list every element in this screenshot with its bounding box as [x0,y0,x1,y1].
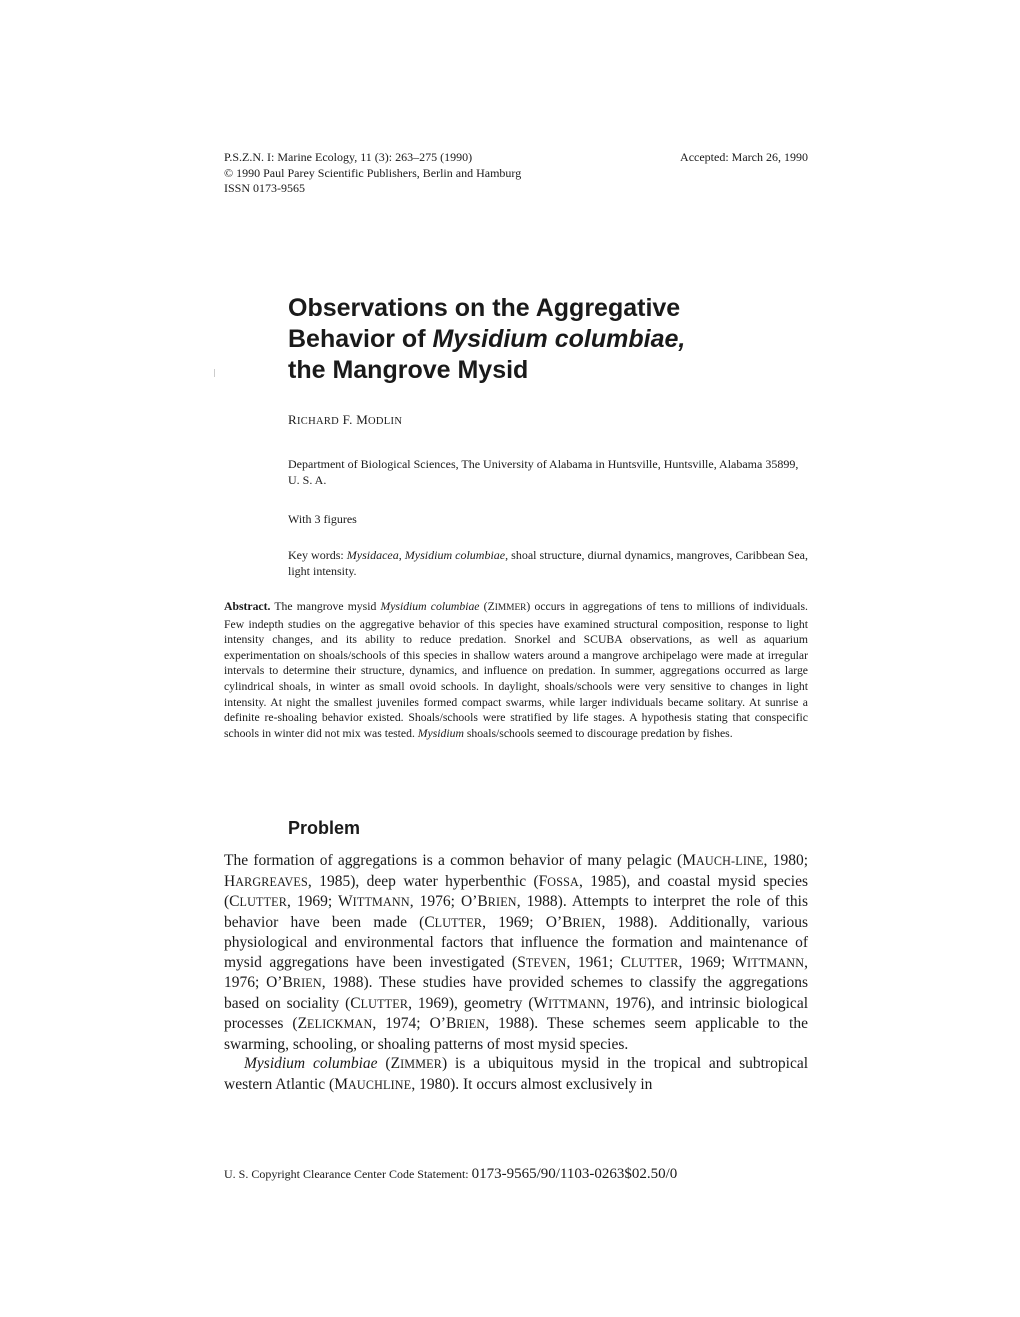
keywords [288,547,808,579]
text-run: , 1969; O’B [482,913,573,931]
text-run: , 1985), and coastal mysid species (C [224,872,808,910]
citation-smallcaps: LUTTER [630,955,679,970]
author-last-initial: M [356,412,369,427]
text-run: , 1988). Attempts to interpret the role of this behavior have been made (C [224,893,808,931]
citation-smallcaps: LUTTER [239,895,287,909]
section-heading-problem: Problem [288,818,361,838]
citation-smallcaps: AUCHLINE [347,1077,412,1092]
copyright-statement [224,1166,677,1183]
author-first-rest: ICHARD [296,416,340,427]
abstract-text: ) occurs in aggregations of tens to millions of individuals. Few indepth studies on the aggregative behavior of this species have examined structural composition, response to light intensity changes, and its ability to reduce predation. Snorkel and SCUBA observations, as well as aquarium experimentation on shoals/schools of this species in shallow waters around a mangrove archipelago were made at irregular intervals to determine their structure, dynamics, and influence on predation. In summer, aggregations occurred as large cylindrical shoals, in winter as small ovoid schools. In daylight, shoals/schools were very sensitive to changes in light intensity. At night the smallest juveniles formed compact swarms, while larger individuals became solitary. At sunrise a definite re-shoaling behavior existed. Shoals/schools were stratified by life stages. A hypothesis stating that conspecific schools in winter did not mix was tested. [224,600,808,740]
abstract-text: (Z [479,600,495,613]
journal-citation: P.S.Z.N. I: Marine Ecology, 11 (3): 263–275 (1990) [224,150,473,164]
citation-smallcaps: TEVEN [525,955,567,970]
author-name [288,412,402,428]
figures-note: With 3 figures [288,512,357,526]
text-run: ) is a ubiquitous mysid in the tropical and subtropical western Atlantic (M [224,1055,809,1093]
paragraph-2 [224,1054,808,1095]
text-run: , 1985), deep water hyperbenthic (F [307,872,548,890]
citation-smallcaps: RIEN [572,915,602,930]
abstract-label: Abstract. [224,600,271,613]
text-run: , 1980; H [224,852,808,890]
citation-smallcaps: ARGREAVES [235,874,308,889]
citation-smallcaps: RIEN [456,1017,486,1031]
scan-artifact-mark [214,369,215,377]
citation-smallcaps: ITTMANN [548,996,606,1011]
text-run: , 1974; O’B [372,1015,457,1032]
text-run: , 1988). Additionally, various physiological and environmental factors that influence the formation and maintenance of mysid aggregations have been investigated (S [224,913,809,971]
text-run: , 1976; O’B [224,953,809,991]
issn: ISSN 0173-9565 [224,181,306,195]
keywords-rest: , shoal structure, diurnal dynamics, mangroves, Caribbean Sea, light intensity. [288,548,809,578]
title-line-3: the Mangrove Mysid [288,356,529,384]
title-species-name: Mysidium columbiae, [432,325,686,353]
species-name: Mysidium columbiae [244,1055,378,1072]
title-line-1: Observations on the Aggregative [288,294,681,322]
citation-smallcaps: IMMER [400,1057,442,1071]
paragraph-1 [224,851,808,1054]
citation-smallcaps: OSSA [547,874,579,889]
citation-smallcaps: AUCH-LINE [696,854,764,868]
text-run: , 1976), and intrinsic biological processes (Z [224,994,808,1032]
citation-smallcaps: RIEN [292,976,322,990]
text-run: , 1961; C [566,953,631,971]
citation-smallcaps: RIEN [487,895,517,909]
citation-smallcaps: LUTTER [434,915,483,930]
citation-block [224,150,521,197]
abstract-author-smallcaps: IMMER [494,603,527,613]
text-run: The formation of aggregations is a common behavior of many pelagic (M [224,852,696,869]
article-title [288,293,685,386]
citation-smallcaps: LUTTER [360,996,409,1011]
text-run: , 1969; W [678,953,748,971]
body-text [224,851,808,1095]
keyword-species: Mysidium columbiae [404,548,506,562]
keyword-mysidacea: Mysidacea [346,548,399,562]
keywords-label: Key words: [288,548,347,562]
title-line-2-prefix: Behavior of [288,325,433,353]
copyright-code: 0173-9565/90/1103-0263$02.50/0 [471,1166,678,1182]
text-run: , 1980). It occurs almost exclusively in [411,1075,653,1093]
title-line-2 [288,324,685,355]
abstract-genus-name: Mysidium [417,726,464,740]
text-run: (Z [377,1055,401,1072]
citation-smallcaps: ELICKMAN [307,1017,373,1031]
citation-smallcaps: ITTMANN [352,895,410,909]
text-run: , 1969), geometry (W [408,994,549,1012]
accepted-date: Accepted: March 26, 1990 [680,150,808,164]
abstract-species-name: Mysidium columbiae [380,600,480,613]
text-run: , 1988). These schemes seem applicable to the swarming, schooling, or shoaling patterns of most mysid species. [224,1015,808,1053]
text-run: , 1969; W [287,893,353,910]
text-run: , 1988). These studies have provided schemes to classify the aggregations based on sociality (C [224,974,808,1012]
publisher-copyright: © 1990 Paul Parey Scientific Publishers, Berlin and Hamburg [224,165,522,180]
text-run: , 1976; O’B [409,893,488,910]
author-middle: F. [339,412,357,427]
abstract-text: shoals/schools seemed to discourage predation by fishes. [463,726,733,740]
abstract-text: The mangrove mysid [270,600,381,613]
author-first-initial: R [288,412,297,427]
author-last-rest: ODLIN [368,416,403,427]
copyright-label: U. S. Copyright Clearance Center Code Statement: [224,1167,472,1181]
keywords-separator: , [398,548,405,562]
author-affiliation: Department of Biological Sciences, The University of Alabama in Huntsville, Huntsville, Alabama 35899, U. S. A. [288,457,799,487]
abstract [224,599,808,741]
citation-smallcaps: ITTMANN [747,955,805,970]
